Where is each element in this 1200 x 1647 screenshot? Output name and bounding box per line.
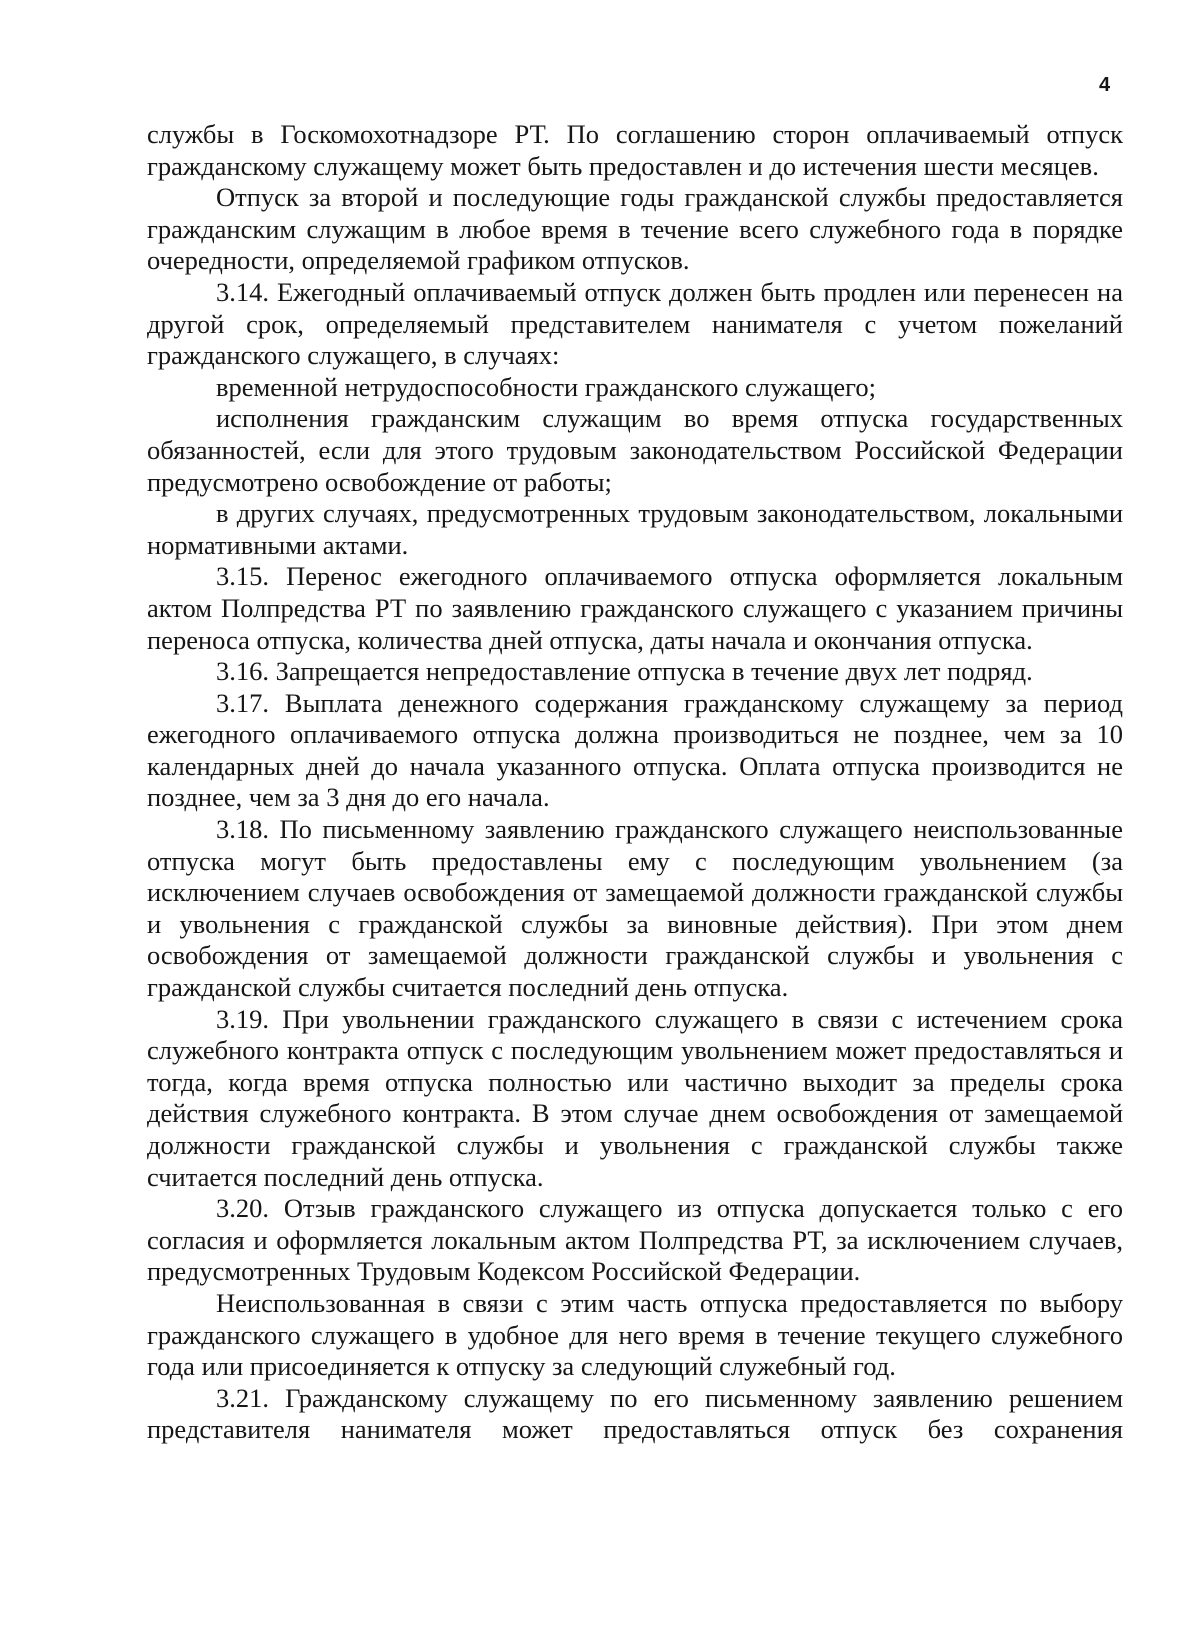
paragraph-3-17: 3.17. Выплата денежного содержания гражданскому служащему за период ежегодного оплачиваемого отпуска должна производиться не позднее, чем за 10 календарных дней до начала указанного отпуска. Оплата отпуска производится не позднее, чем за 3 дня до его начала. — [147, 687, 1123, 813]
paragraph-state-duties: исполнения гражданским служащим во время отпуска государственных обязанностей, если для этого трудовым законодательством Российской Федерации предусмотрено освобождение от работы; — [147, 403, 1123, 497]
paragraph-second-year-vacation: Отпуск за второй и последующие годы гражданской службы предоставляется гражданским служащим в любое время в течение всего служебного года в порядке очередности, определяемой графиком отпусков. — [147, 182, 1123, 276]
paragraph-3-20: 3.20. Отзыв гражданского служащего из отпуска допускается только с его согласия и оформляется локальным актом Полпредства РТ, за исключением случаев, предусмотренных Трудовым Кодексом Российской Федерации. — [147, 1193, 1123, 1287]
paragraph-3-15: 3.15. Перенос ежегодного оплачиваемого отпуска оформляется локальным актом Полпредства РТ по заявлению гражданского служащего с указанием причины переноса отпуска, количества дней отпуска, даты начала и окончания отпуска. — [147, 561, 1123, 655]
paragraph-temporary-disability: временной нетрудоспособности гражданского служащего; — [216, 371, 876, 402]
paragraph-3-21: 3.21. Гражданскому служащему по его письменному заявлению решением представителя нанимателя может предоставляться отпуск без сохранения — [147, 1382, 1123, 1445]
paragraph-unused-vacation: Неиспользованная в связи с этим часть отпуска предоставляется по выбору гражданского служащего в удобное для него время в течение текущего служебного года или присоединяется к отпуску за следующий служебный год. — [147, 1287, 1123, 1382]
paragraph-3-16: 3.16. Запрещается непредоставление отпуска в течение двух лет подряд. — [216, 656, 1033, 687]
document-body — [147, 119, 1123, 1446]
paragraph-3-18: 3.18. По письменному заявлению гражданского служащего неиспользованные отпуска могут быть предоставлены ему с последующим увольнением (за исключением случаев освобождения от замещаемой должности гражданской службы и увольнения с гражданской службы за виновные действия). При этом днем освобождения от замещаемой должности гражданской службы и увольнения с гражданской службы считается последний день отпуска. — [147, 814, 1123, 1003]
paragraph-3-14: 3.14. Ежегодный оплачиваемый отпуск должен быть продлен или перенесен на другой срок, определяемый представителем нанимателя с учетом пожеланий гражданского служащего, в случаях: — [147, 276, 1123, 371]
paragraph-other-cases: в других случаях, предусмотренных трудовым законодательством, локальными нормативными актами. — [147, 498, 1123, 560]
paragraph-3-19: 3.19. При увольнении гражданского служащего в связи с истечением срока служебного контракта отпуск с последующим увольнением может предоставляться и тогда, когда время отпуска полностью или частично выходит за пределы срока действия служебного контракта. В этом случае днем освобождения от замещаемой должности гражданской службы и увольнения с гражданской службы также считается последний день отпуска. — [147, 1003, 1123, 1192]
paragraph-continuation: службы в Госкомохотнадзоре РТ. По соглашению сторон оплачиваемый отпуск гражданскому служащему может быть предоставлен и до истечения шести месяцев. — [147, 119, 1123, 181]
page-number: 4 — [1099, 74, 1111, 96]
